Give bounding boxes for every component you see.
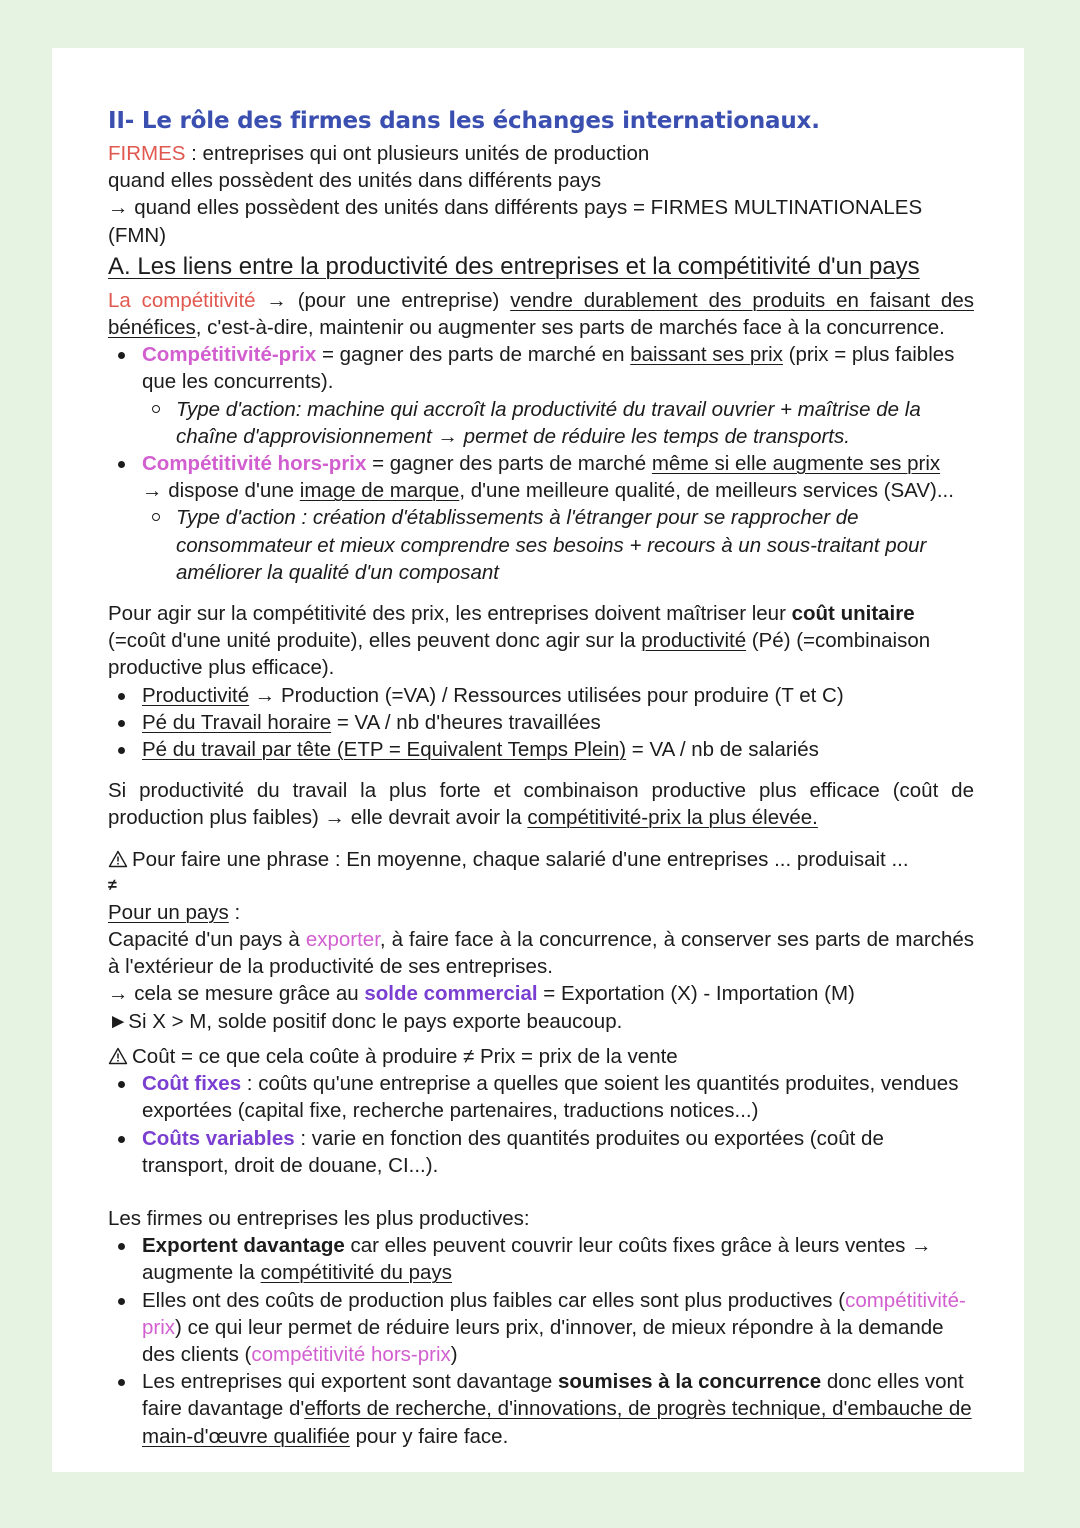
horsprix-line2-post: , d'une meilleure qualité, de meilleurs services (SAV)... <box>459 479 954 503</box>
pays-exporter: exporter <box>305 928 380 952</box>
prix-label: Compétitivité-prix <box>142 343 317 367</box>
i3-post: pour y faire face. <box>349 1424 509 1448</box>
prix-pre: = gagner des parts de marché en <box>316 343 631 367</box>
i2-mid: ) ce qui leur permet de réduire leurs prix, d'innover, de mieux répondre à la demande des clients ( <box>142 1315 944 1366</box>
section-title: II- Le rôle des firmes dans les échanges internationaux. <box>108 108 820 134</box>
i3-mid: donc elles vont faire davantage d' <box>142 1370 964 1421</box>
prix-post: (prix = plus faibles que les concurrents). <box>142 343 955 394</box>
pays-post: , à faire face à la concurrence, à conserver ses parts de marchés à l'extérieur de la productivité de ses entreprises. <box>108 928 974 979</box>
fixes-label: Coût fixes <box>142 1072 242 1096</box>
couts-list <box>108 1070 974 1179</box>
list-item-concurrence <box>108 1368 974 1450</box>
firmes-line2: quand elles possèdent des unités dans différents pays <box>108 169 602 193</box>
list-item-horsprix <box>108 450 974 586</box>
prix-underline: baissant ses prix <box>630 343 783 367</box>
solde-pre: → cela se mesure grâce au <box>108 982 365 1006</box>
p1-bold: coût unitaire <box>791 602 915 626</box>
horsprix-sublist <box>142 504 974 586</box>
list-item-exportent <box>108 1232 974 1286</box>
document-content <box>108 106 974 1450</box>
pays-colon: : <box>228 900 241 924</box>
spacer <box>108 1179 974 1205</box>
solde-line <box>108 980 974 1007</box>
solde-note: ►Si X > M, solde positif donc le pays exporte beaucoup. <box>108 1009 623 1033</box>
i3-underline: efforts de recherche, d'innovations, de progrès technique, d'embauche de main-d'œuvre qualifiée <box>142 1397 972 1448</box>
firmes-intro: Les firmes ou entreprises les plus productives: <box>108 1206 530 1230</box>
horsprix-line2-underline: image de marque <box>299 479 460 503</box>
item-rest: = VA / nb d'heures travaillées <box>331 710 601 734</box>
def-underline-1: vendre durablement des produits en faisant des <box>510 288 974 312</box>
item-rest: → Production (=VA) / Ressources utilisées pour produire (T et C) <box>249 683 844 707</box>
cout-warning-text: Coût = ce que cela coûte à produire ≠ Prix = prix de la vente <box>132 1044 678 1068</box>
item-term: Pé du Travail horaire <box>142 710 332 734</box>
p1-pre: Pour agir sur la compétitivité des prix, les entreprises doivent maîtriser leur <box>108 602 792 626</box>
prix-sublist <box>142 396 974 450</box>
i2-post: ) <box>450 1342 458 1366</box>
solde-post: = Exportation (X) - Importation (M) <box>537 982 855 1006</box>
competitivite-definition <box>108 287 974 341</box>
list-item-couts-faibles <box>108 1287 974 1369</box>
def-post: , c'est-à-dire, maintenir ou augmenter ses parts de marchés face à la concurrence. <box>195 316 945 340</box>
firmes-line3: → quand elles possèdent des unités dans différents pays = FIRMES MULTINATIONALES (FMN) <box>108 196 923 247</box>
horsprix-line2-pre: → dispose d'une <box>142 479 300 503</box>
firmes-label: FIRMES <box>108 142 186 165</box>
productivite-paragraph <box>108 600 974 682</box>
variables-text: : varie en fonction des quantités produites ou exportées (coût de transport, droit de douane, CI...). <box>142 1126 884 1177</box>
p1-underline: productivité <box>641 629 747 653</box>
solde-label: solde commercial <box>364 982 538 1006</box>
p2-pre: Si productivité du travail la plus forte et combinaison productive plus efficace (coût de production plus faibles) → elle devrait avoir la <box>108 779 974 830</box>
def-pre: (pour une entreprise) <box>297 288 511 312</box>
item-rest: = VA / nb de salariés <box>626 738 819 762</box>
fixes-text: : coûts qu'une entreprise a quelles que soient les quantités produites, vendues exportées (capital fixe, recherche partenaires, traductions notices...) <box>142 1072 959 1123</box>
p1-mid: (=coût d'une unité produite), elles peuvent donc agir sur la <box>108 629 642 653</box>
spacer <box>108 586 974 600</box>
horsprix-label: Compétitivité hors-prix <box>142 452 367 476</box>
i3-bold: soumises à la concurrence <box>557 1370 822 1394</box>
warning-icon <box>108 850 128 868</box>
i2-pink1: compétitivité-prix <box>142 1288 966 1339</box>
i1-pre: car elles peuvent couvrir leur coûts fixes grâce à leurs ventes → augmente la <box>142 1234 932 1285</box>
cout-warning <box>108 1043 974 1070</box>
firmes-def: : entreprises qui ont plusieurs unités de production <box>185 142 650 165</box>
prix-action: Type d'action: machine qui accroît la productivité du travail ouvrier + maîtrise de la chaîne d'approvisionnement → permet de réduire les temps de transports. <box>142 396 974 450</box>
spacer <box>108 1035 974 1043</box>
spacer <box>108 763 974 777</box>
firmes-definition <box>108 140 974 167</box>
list-item-couts-fixes <box>108 1070 974 1124</box>
i1-underline: compétitivité du pays <box>260 1261 452 1285</box>
list-item <box>108 709 974 736</box>
list-item-prix <box>108 341 974 450</box>
horsprix-pre: = gagner des parts de marché <box>366 452 652 476</box>
productivite-list <box>108 682 974 764</box>
p1-post: (Pé) (=combinaison productive plus efficace). <box>108 629 931 680</box>
pays-paragraph <box>108 926 974 980</box>
not-equal-sign: ≠ <box>108 876 117 894</box>
competitivite-list <box>108 341 974 586</box>
p2-underline: compétitivité-prix la plus élevée. <box>527 806 818 830</box>
list-item <box>108 682 974 709</box>
i2-pre: Elles ont des coûts de production plus faibles car elles sont plus productives ( <box>142 1288 846 1312</box>
pays-heading <box>108 899 974 926</box>
list-item-couts-variables <box>108 1125 974 1179</box>
def-underline-2: bénéfices <box>108 316 196 340</box>
i1-bold: Exportent davantage <box>142 1234 345 1258</box>
list-item <box>108 736 974 763</box>
warning-icon <box>108 1047 128 1065</box>
i3-pre: Les entreprises qui exportent sont davantage <box>142 1370 558 1394</box>
section-a-heading: A. Les liens entre la productivité des entreprises et la compétitivité d'un pays <box>108 252 920 280</box>
pays-pre: Capacité d'un pays à <box>108 928 306 952</box>
horsprix-action: Type d'action : création d'établissements à l'étranger pour se rapprocher de consommateur et mieux comprendre ses besoins + recours à un sous-traitant pour améliorer la qualité d'un composant <box>142 504 974 586</box>
page-sheet <box>52 48 1024 1472</box>
competitivite-label: La compétitivité <box>108 288 256 312</box>
spacer <box>108 832 974 846</box>
i2-pink2: compétitivité hors-prix <box>251 1342 451 1366</box>
warning-text: Pour faire une phrase : En moyenne, chaque salarié d'une entreprises ... produisait ... <box>132 847 909 871</box>
warning-phrase <box>108 846 974 873</box>
pays-label: Pour un pays <box>108 900 229 924</box>
item-term: Pé du travail par tête (ETP = Equivalent Temps Plein) <box>142 738 627 762</box>
variables-label: Coûts variables <box>142 1126 295 1150</box>
horsprix-underline: même si elle augmente ses prix <box>651 452 941 476</box>
firmes-list <box>108 1232 974 1450</box>
arrow: → <box>255 288 298 312</box>
productivite-conclusion <box>108 777 974 831</box>
item-term: Productivité <box>142 683 250 707</box>
